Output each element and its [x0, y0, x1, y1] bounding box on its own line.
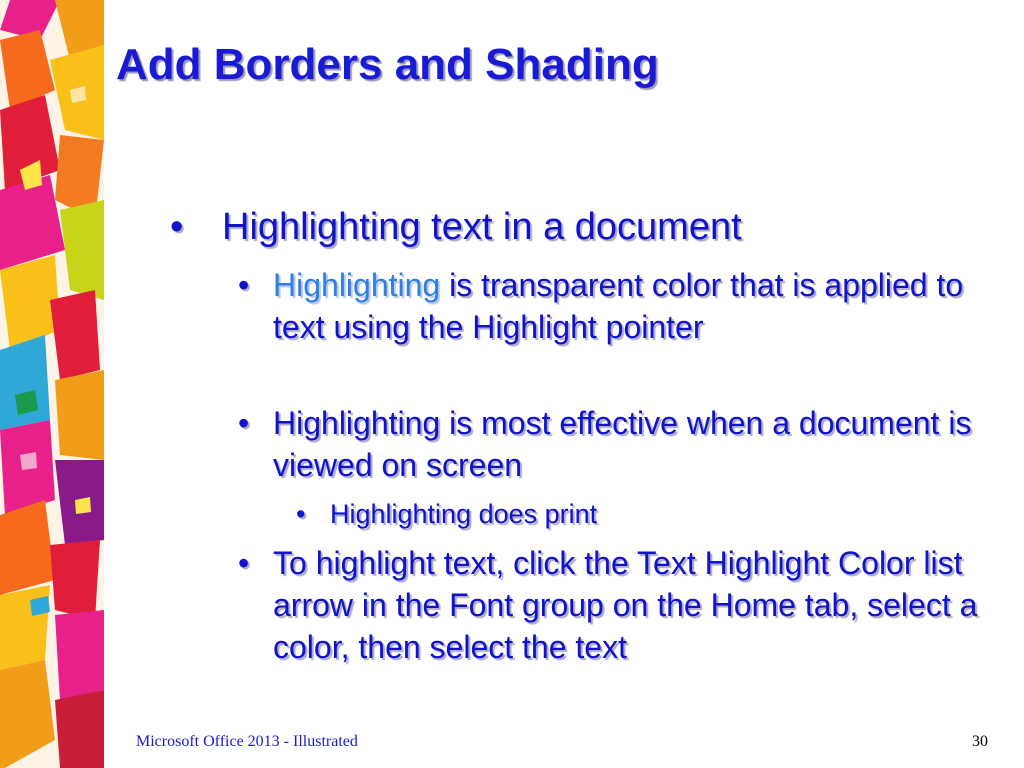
highlighted-term: Highlighting — [273, 267, 441, 303]
sub-bullet-1-text: is transparent color that is applied to text using the Highlight pointer — [273, 267, 964, 345]
sub-sub-bullet-text: Highlighting does print — [330, 499, 598, 529]
bullet-marker: • — [296, 499, 306, 529]
main-bullet — [170, 204, 742, 250]
decorative-shapes — [0, 0, 104, 768]
bullet-marker: • — [170, 206, 184, 248]
sub-bullet-1 — [238, 264, 988, 348]
slide-title: Add Borders and Shading — [116, 40, 659, 89]
bullet-marker: • — [238, 405, 250, 441]
footer-course-title: Microsoft Office 2013 - Illustrated — [136, 733, 358, 750]
sub-bullet-3-text: To highlight text, click the Text Highlight Color list arrow in the Font group on the Home tab, select a color, then select the text — [273, 545, 978, 665]
main-bullet-text: Highlighting text in a document — [222, 206, 742, 248]
sub-bullet-2 — [238, 402, 988, 486]
page-number: 30 — [972, 733, 988, 750]
sub-sub-bullet — [296, 496, 597, 532]
sub-bullet-3 — [238, 542, 988, 668]
bullet-marker: • — [238, 267, 250, 303]
sub-bullet-2-text: Highlighting is most effective when a document is viewed on screen — [273, 405, 972, 483]
bullet-marker: • — [238, 545, 250, 581]
